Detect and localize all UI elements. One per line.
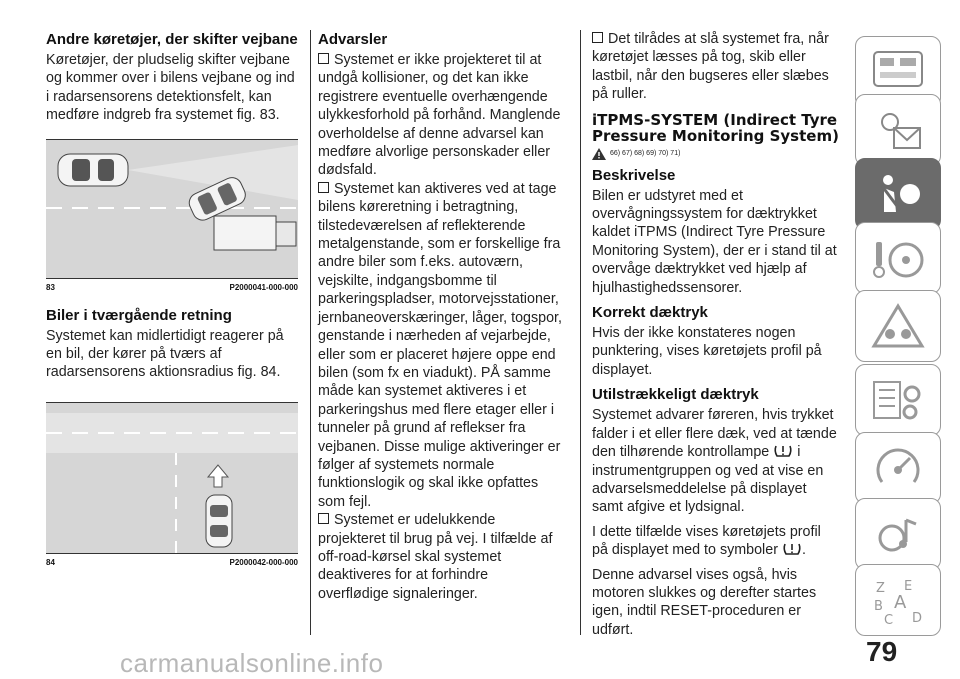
maintenance-icon [870,374,926,426]
cross-traffic-illustration [46,403,298,553]
page-number: 79 [866,636,898,667]
multimedia-icon [870,508,926,560]
figure-84 [46,402,298,554]
svg-text:C: C [884,613,894,626]
figure-83 [46,139,298,279]
tab-starting-driving[interactable] [855,222,941,294]
itpms-title: iTPMS-SYSTEM (Indirect Tyre Pressure Monitoring System) [592,110,839,145]
warning-item: Systemet er udelukkende projekteret til brug på vej. I tilfælde af off-road-kørsel skal systemet deaktiveres for at forhindre overflødige signaleringer. [318,512,553,602]
section-title-lane-change: Andre køretøjer, der skifter vejbane [46,31,298,48]
tyre-pressure-warning-icon [773,443,793,459]
column-middle [318,30,562,603]
tab-technical-data[interactable] [855,432,941,504]
column-right [592,30,840,639]
column-divider [310,30,311,635]
safety-airbag-icon [870,168,926,220]
warning-lights-icon [870,104,926,156]
column-divider [580,30,581,635]
warning-references: 66) 67) 68) 69) 70) 71) [592,148,840,160]
watermark: carmanualsonline.info [120,648,384,678]
svg-text:D: D [912,611,923,626]
figure-84-number: 84 [46,557,55,567]
svg-text:Z: Z [876,581,885,596]
text-description: Bilen er udstyret med et overvågningssystem for dæktrykket kaldet iTPMS (Indirect Tyre Pressure Monitoring System), der er i stand til at overvåge dæktrykket ved hjælp af hjulhastighedssensorer. [592,187,837,296]
checkbox-icon [592,32,603,43]
index-icon [870,574,926,626]
lane-change-illustration [46,140,298,278]
svg-text:A: A [894,592,907,613]
figure-83-caption [46,283,298,292]
svg-text:E: E [904,579,913,594]
warning-item: Systemet kan aktiveres ved at tage bilens køreretning i betragtning, tilstedeværelsen af reflekterende metalgenstande, som er forskellige fra andre biler som f.eks. autoværn, vejskilte, indgangsbomme til parkeringspladser, motorvejsstationer, jernbaneoverskæringer, låger, togspor, genstande i nærheden af vejarbejde, eller som er placeret højere oppe end bilen (som fx en viadukt). PÅ samme måde kan systemet aktiveres i et parkeringshus med flere etager eller i tunneler på grund af reflekser fra vejbanen. Disse mulige aktiveringer er følger af systemets normale funktionslogik og skal ikke opfattes som fejl. [318,180,562,510]
text-profile-symbols: I dette tilfælde vises køretøjets profil på displayet med to symboler . [592,523,821,559]
tab-index[interactable] [855,564,941,636]
technical-data-icon [870,442,926,494]
emergency-icon [870,300,926,352]
svg-text:B: B [874,599,883,614]
tab-multimedia[interactable] [855,498,941,570]
tab-warning-lights[interactable] [855,94,941,166]
warning-item: Det tilrådes at slå systemet fra, når køretøjet læsses på tog, skib eller lastbil, når den bugseres eller slæbes på ruller. [592,31,829,103]
figure-84-caption [46,558,298,567]
figure-83-number: 83 [46,282,55,292]
text-reset-note: Denne advarsel vises også, hvis motoren slukkes og derefter startes igen, indtil RESET-proceduren er udført. [592,566,817,638]
text-low-pressure: Systemet advarer føreren, hvis trykket falder i et eller flere dæk, ved at tænde den tilhørende kontrollampe i instrumentgruppen og ved at vise en advarselsmeddelelse på displayet samt afgive et lydsignal. [592,407,837,516]
heading-low-pressure: Utilstrækkeligt dæktryk [592,386,759,404]
warning-item: Systemet er ikke projekteret til at undgå kollisioner, og det kan ikke registrere eventuelle overhængende ulykkesforhold på forhånd. Manglende overholdelse af denne advarsel kan medføre alvorlige personskader eller dødsfald. [318,52,561,179]
heading-correct-pressure: Korrekt dæktryk [592,304,708,322]
section-text-cross-traffic: Systemet kan midlertidigt reagerer på en bil, der kører på tværs af radarsensorens aktionsradius fig. 84. [46,327,284,381]
tab-safety[interactable] [855,158,941,230]
tyre-pressure-warning-icon [782,541,802,557]
tab-maintenance[interactable] [855,364,941,436]
text-correct-pressure: Hvis der ikke konstateres nogen punktering, vises køretøjets profil på displayet. [592,325,822,378]
figure-84-code: P2000042-000-000 [229,557,298,567]
heading-description: Beskrivelse [592,166,676,184]
section-title-cross-traffic: Biler i tværgående retning [46,306,232,324]
warning-triangle-icon [592,148,606,160]
tab-emergency[interactable] [855,290,941,362]
figure-83-code: P2000041-000-000 [229,282,298,292]
checkbox-icon [318,513,329,524]
starting-driving-icon [870,232,926,284]
warnings-title: Advarsler [318,31,388,48]
column-left [46,30,298,567]
checkbox-icon [318,53,329,64]
checkbox-icon [318,182,329,193]
car-dashboard-icon [870,46,926,98]
section-text-lane-change: Køretøjer, der pludselig skifter vejbane og kommer over i bilens vejbane og ind i radarsensorens detektionsfelt, kan medføre indgreb fra systemet fig. 83. [46,52,295,124]
